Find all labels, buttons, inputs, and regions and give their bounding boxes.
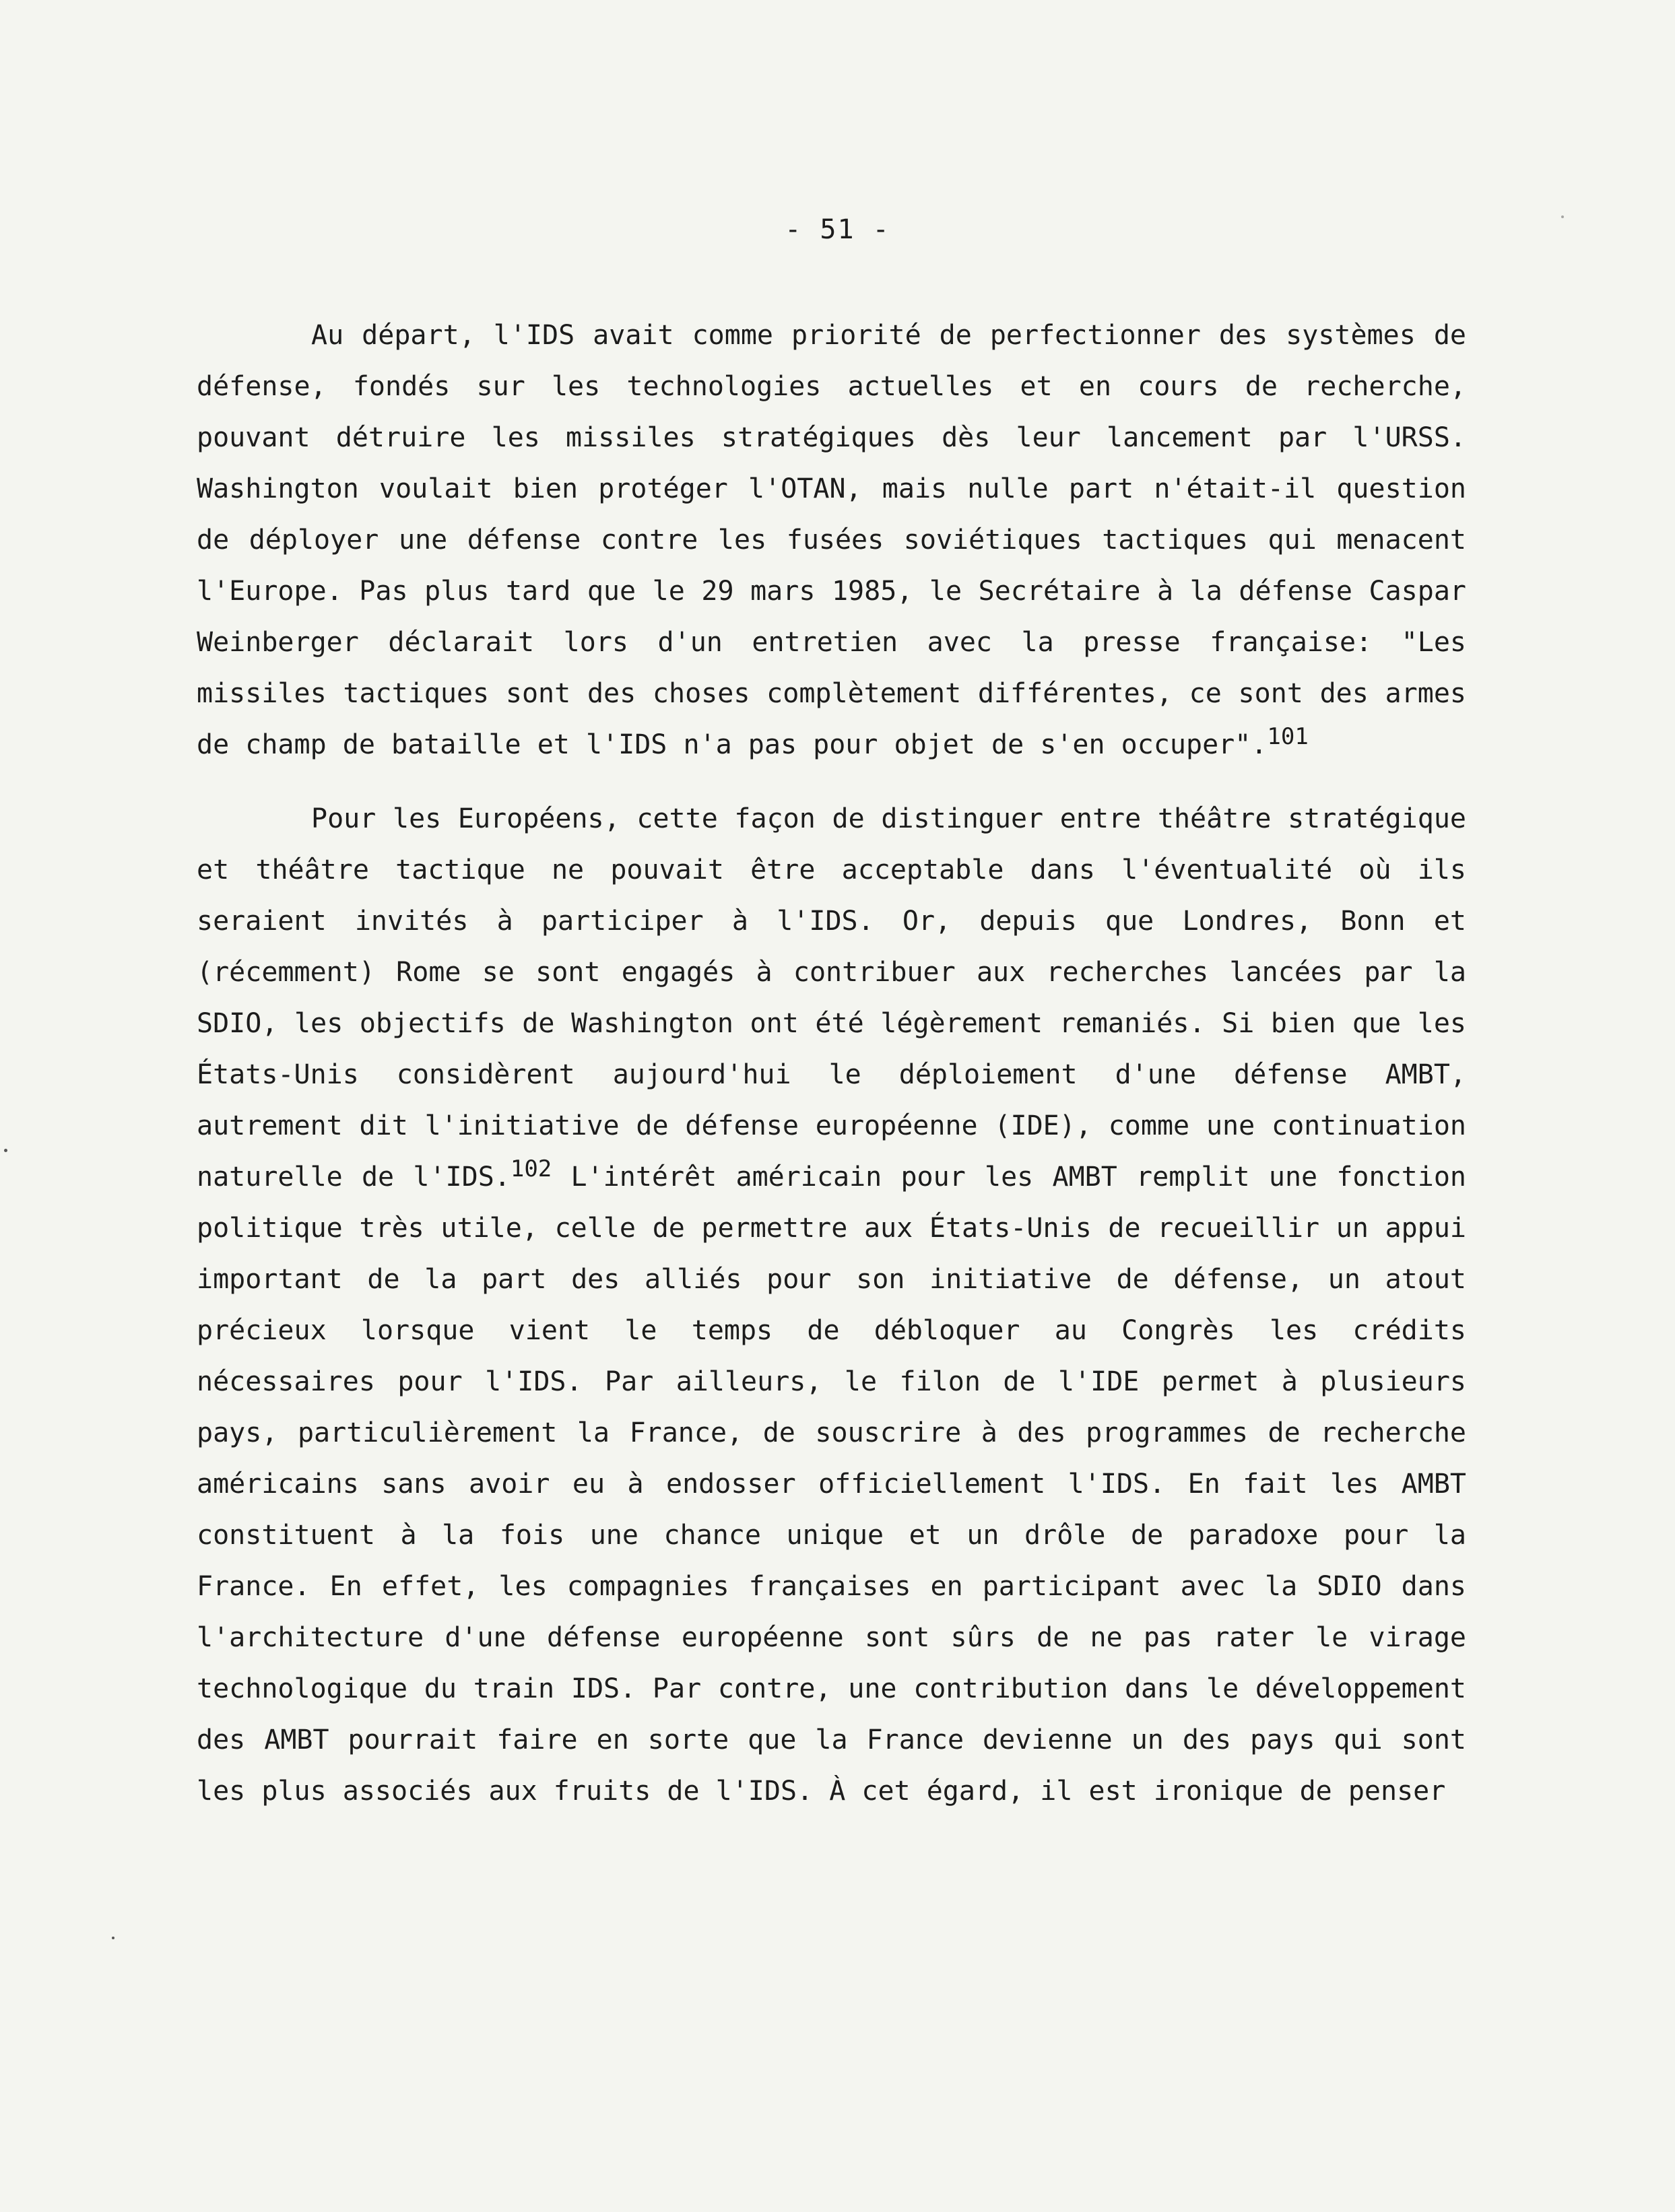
paragraph-2-continuation: L'intérêt américain pour les AMBT remplit une fonction politique très utile, celle de permettre aux États-Unis de recueillir un appui important de la part des alliés pour son initiative de défense, un atout précieux lorsque vient le temps de débloquer au Congrès les crédits nécessaires pour l'IDS. Par ailleurs, le filon de l'IDE permet à plusieurs pays, particulièrement la France, de souscrire à des programmes de recherche américains sans avoir eu à endosser officiellement l'IDS. En fait les AMBT constituent à la fois une chance unique et un drôle de paradoxe pour la France. En effet, les compagnies françaises en participant avec la SDIO dans l'architecture d'une défense européenne sont sûrs de ne pas rater le virage technologique du train IDS. Par contre, une contribution dans le développement des AMBT pourrait faire en sorte que la France devienne un des pays qui sont les plus associés aux fruits de l'IDS. À cet égard, il est ironique de penser [197, 1162, 1466, 1807]
footnote-ref-101: 101 [1267, 723, 1309, 750]
paragraph-2-text: Pour les Européens, cette façon de distinguer entre théâtre stratégique et théâtre tactique ne pouvait être acceptable dans l'éventualité où ils seraient invités à participer à l'IDS. Or, depuis que Londres, Bonn et (récemment) Rome se sont engagés à contribuer aux recherches lancées par la SDIO, les objectifs de Washington ont été légèrement remaniés. Si bien que les États-Unis considèrent aujourd'hui le déploiement d'une défense AMBT, autrement dit l'initiative de défense européenne (IDE), comme une continuation naturelle de l'IDS. [197, 803, 1466, 1193]
paragraph-2 [197, 793, 1466, 1817]
paragraph-1-text: Au départ, l'IDS avait comme priorité de perfectionner des systèmes de défense, fondés sur les technologies actuelles et en cours de recherche, pouvant détruire les missiles stratégiques dès leur lancement par l'URSS. Washington voulait bien protéger l'OTAN, mais nulle part n'était-il question de déployer une défense contre les fusées soviétiques tactiques qui menacent l'Europe. Pas plus tard que le 29 mars 1985, le Secrétaire à la défense Caspar Weinberger déclarait lors d'un entretien avec la presse française: "Les missiles tactiques sont des choses complètement différentes, ce sont des armes de champ de bataille et l'IDS n'a pas pour objet de s'en occuper". [197, 320, 1466, 760]
page-number: - 51 - [785, 214, 890, 245]
paragraph-1 [197, 310, 1466, 770]
scan-speck [4, 1149, 7, 1152]
scan-speck [112, 1937, 114, 1939]
body-text [197, 310, 1466, 1817]
scan-speck [1561, 215, 1564, 218]
footnote-ref-102: 102 [510, 1155, 552, 1182]
